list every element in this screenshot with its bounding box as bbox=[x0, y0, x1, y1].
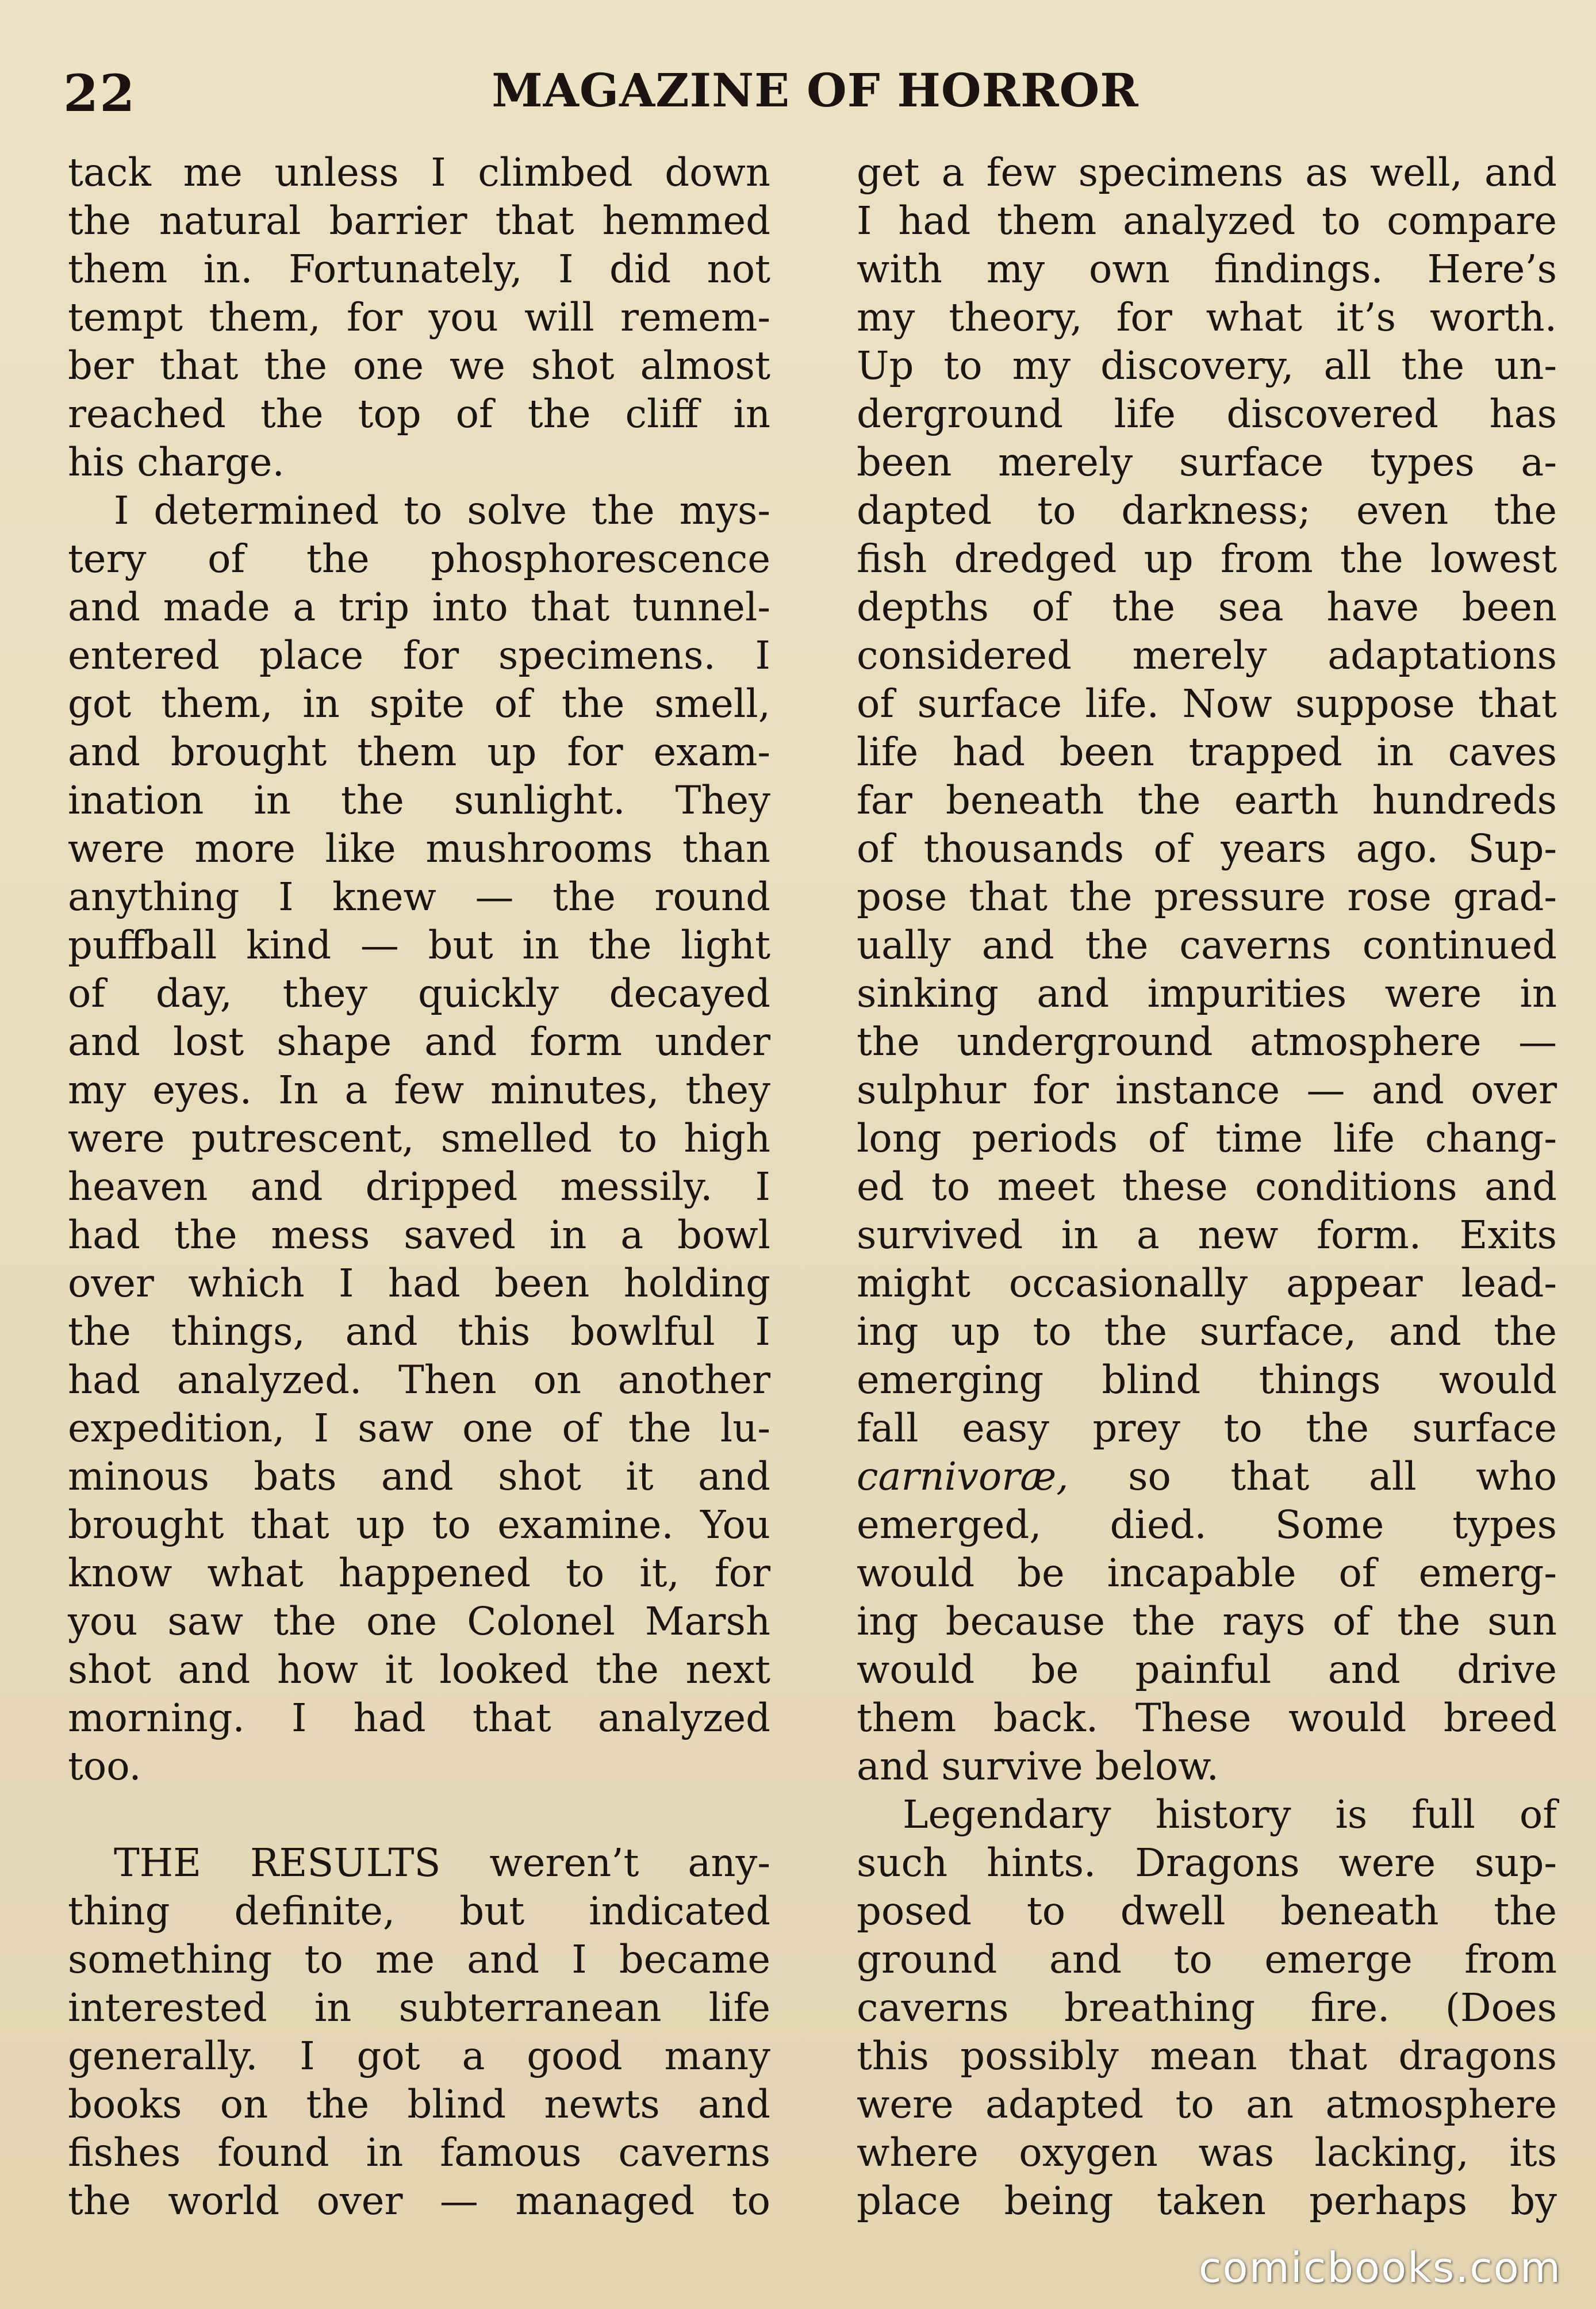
text-line: might occasionally appear lead- bbox=[857, 1261, 1557, 1306]
text-line: brought that up to examine. You bbox=[68, 1502, 770, 1547]
page-header bbox=[63, 57, 1533, 121]
text-line: would be incapable of emerg- bbox=[857, 1551, 1557, 1595]
left-paragraph-3 bbox=[68, 1839, 770, 2225]
text-line bbox=[857, 1452, 1557, 1501]
text-line: such hints. Dragons were sup- bbox=[857, 1840, 1557, 1885]
text-line: and made a trip into that tunnel- bbox=[68, 585, 770, 630]
text-line: thing definite, but indicated bbox=[68, 1889, 770, 1934]
text-line: my eyes. In a few minutes, they bbox=[68, 1068, 770, 1113]
text-line: were putrescent, smelled to high bbox=[68, 1116, 770, 1161]
text-line: ground and to emerge from bbox=[857, 1937, 1557, 1982]
italic-line-rest: so that all who bbox=[1068, 1454, 1557, 1499]
text-line: long periods of time life chang- bbox=[857, 1116, 1557, 1161]
text-line: sinking and impurities were in bbox=[857, 971, 1557, 1016]
text-line: minous bats and shot it and bbox=[68, 1454, 770, 1499]
text-line: ination in the sunlight. They bbox=[68, 778, 770, 823]
text-line: I determined to solve the mys- bbox=[114, 488, 770, 533]
right-column bbox=[857, 148, 1557, 2225]
text-line: them back. These would breed bbox=[857, 1696, 1557, 1740]
text-line: anything I knew — the round bbox=[68, 874, 770, 919]
text-line: considered merely adaptations bbox=[857, 633, 1557, 678]
text-line: the natural barrier that hemmed bbox=[68, 198, 770, 243]
text-line: his charge. bbox=[68, 440, 285, 485]
page-number: 22 bbox=[63, 63, 136, 123]
text-line: had analyzed. Then on another bbox=[68, 1357, 770, 1402]
text-line: dapted to darkness; even the bbox=[857, 488, 1557, 533]
text-line: something to me and I became bbox=[68, 1937, 770, 1982]
text-line: puffball kind — but in the light bbox=[68, 923, 770, 968]
text-line: and survive below. bbox=[857, 1744, 1219, 1789]
text-line: pose that the pressure rose grad- bbox=[857, 874, 1557, 919]
text-line: got them, in spite of the smell, bbox=[68, 681, 770, 726]
text-line: depths of the sea have been bbox=[857, 585, 1557, 630]
text-line: place being taken perhaps by bbox=[857, 2178, 1557, 2223]
text-line: you saw the one Colonel Marsh bbox=[68, 1599, 770, 1644]
text-line: and lost shape and form under bbox=[68, 1019, 770, 1064]
text-line: this possibly mean that dragons bbox=[857, 2034, 1557, 2078]
text-line: been merely surface types a- bbox=[857, 440, 1557, 485]
text-line: books on the blind newts and bbox=[68, 2082, 770, 2127]
text-line: them in. Fortunately, I did not bbox=[68, 247, 770, 291]
text-line: posed to dwell beneath the bbox=[857, 1889, 1557, 1934]
text-line: of day, they quickly decayed bbox=[68, 971, 770, 1016]
text-line: generally. I got a good many bbox=[68, 2034, 770, 2078]
text-line: morning. I had that analyzed bbox=[68, 1696, 770, 1740]
text-line: heaven and dripped messily. I bbox=[68, 1164, 770, 1209]
italic-word: carnivoræ, bbox=[857, 1454, 1069, 1499]
text-line: caverns breathing fire. (Does bbox=[857, 1985, 1557, 2030]
text-line: fishes found in famous caverns bbox=[68, 2130, 770, 2175]
text-line: tack me unless I climbed down bbox=[68, 150, 770, 195]
text-line: ing because the rays of the sun bbox=[857, 1599, 1557, 1644]
text-line: ing up to the surface, and the bbox=[857, 1309, 1557, 1354]
text-line: were more like mushrooms than bbox=[68, 826, 770, 871]
text-line: tempt them, for you will remem- bbox=[68, 295, 770, 340]
text-line: interested in subterranean life bbox=[68, 1985, 770, 2030]
text-line: the world over — managed to bbox=[68, 2178, 770, 2223]
text-line: shot and how it looked the next bbox=[68, 1647, 770, 1692]
text-line: THE RESULTS weren’t any- bbox=[114, 1840, 770, 1885]
text-line: had the mess saved in a bowl bbox=[68, 1213, 770, 1257]
right-paragraph-1-cont bbox=[857, 1501, 1557, 1790]
magazine-title: MAGAZINE OF HORROR bbox=[492, 63, 1139, 117]
text-line: over which I had been holding bbox=[68, 1261, 770, 1306]
text-line: of thousands of years ago. Sup- bbox=[857, 826, 1557, 871]
text-line: and brought them up for exam- bbox=[68, 730, 770, 774]
text-line: my theory, for what it’s worth. bbox=[857, 295, 1557, 340]
left-paragraph-2 bbox=[68, 486, 770, 1790]
text-line: ually and the caverns continued bbox=[857, 923, 1557, 968]
text-line: sulphur for instance — and over bbox=[857, 1068, 1557, 1113]
text-line: ed to meet these conditions and bbox=[857, 1164, 1557, 1209]
text-line: ber that the one we shot almost bbox=[68, 343, 770, 388]
text-line: I had them analyzed to compare bbox=[857, 198, 1557, 243]
text-line: where oxygen was lacking, its bbox=[857, 2130, 1557, 2175]
text-line: derground life discovered has bbox=[857, 392, 1557, 436]
left-paragraph-1 bbox=[68, 148, 770, 486]
text-line: survived in a new form. Exits bbox=[857, 1213, 1557, 1257]
text-line: emerged, died. Some types bbox=[857, 1502, 1557, 1547]
text-line: the underground atmosphere — bbox=[857, 1019, 1557, 1064]
watermark-logo: comicbooks.com bbox=[1198, 2243, 1562, 2292]
text-line: the things, and this bowlful I bbox=[68, 1309, 770, 1354]
text-line: get a few specimens as well, and bbox=[857, 150, 1557, 195]
text-line: with my own findings. Here’s bbox=[857, 247, 1557, 291]
text-line: know what happened to it, for bbox=[68, 1551, 770, 1595]
text-line: life had been trapped in caves bbox=[857, 730, 1557, 774]
text-line: far beneath the earth hundreds bbox=[857, 778, 1557, 823]
text-line: fall easy prey to the surface bbox=[857, 1406, 1557, 1451]
left-column bbox=[68, 148, 770, 2225]
text-line: entered place for specimens. I bbox=[68, 633, 770, 678]
text-line: emerging blind things would bbox=[857, 1357, 1557, 1402]
text-line: reached the top of the cliff in bbox=[68, 392, 770, 436]
text-line: Up to my discovery, all the un- bbox=[857, 343, 1557, 388]
text-line: of surface life. Now suppose that bbox=[857, 681, 1557, 726]
text-line: would be painful and drive bbox=[857, 1647, 1557, 1692]
text-line: were adapted to an atmosphere bbox=[857, 2082, 1557, 2127]
text-line: tery of the phosphorescence bbox=[68, 536, 770, 581]
right-paragraph-1 bbox=[857, 148, 1557, 1452]
text-line: fish dredged up from the lowest bbox=[857, 536, 1557, 581]
right-paragraph-2 bbox=[857, 1790, 1557, 2225]
text-line: too. bbox=[68, 1744, 141, 1789]
text-line: expedition, I saw one of the lu- bbox=[68, 1406, 770, 1451]
text-line: Legendary history is full of bbox=[903, 1792, 1557, 1837]
